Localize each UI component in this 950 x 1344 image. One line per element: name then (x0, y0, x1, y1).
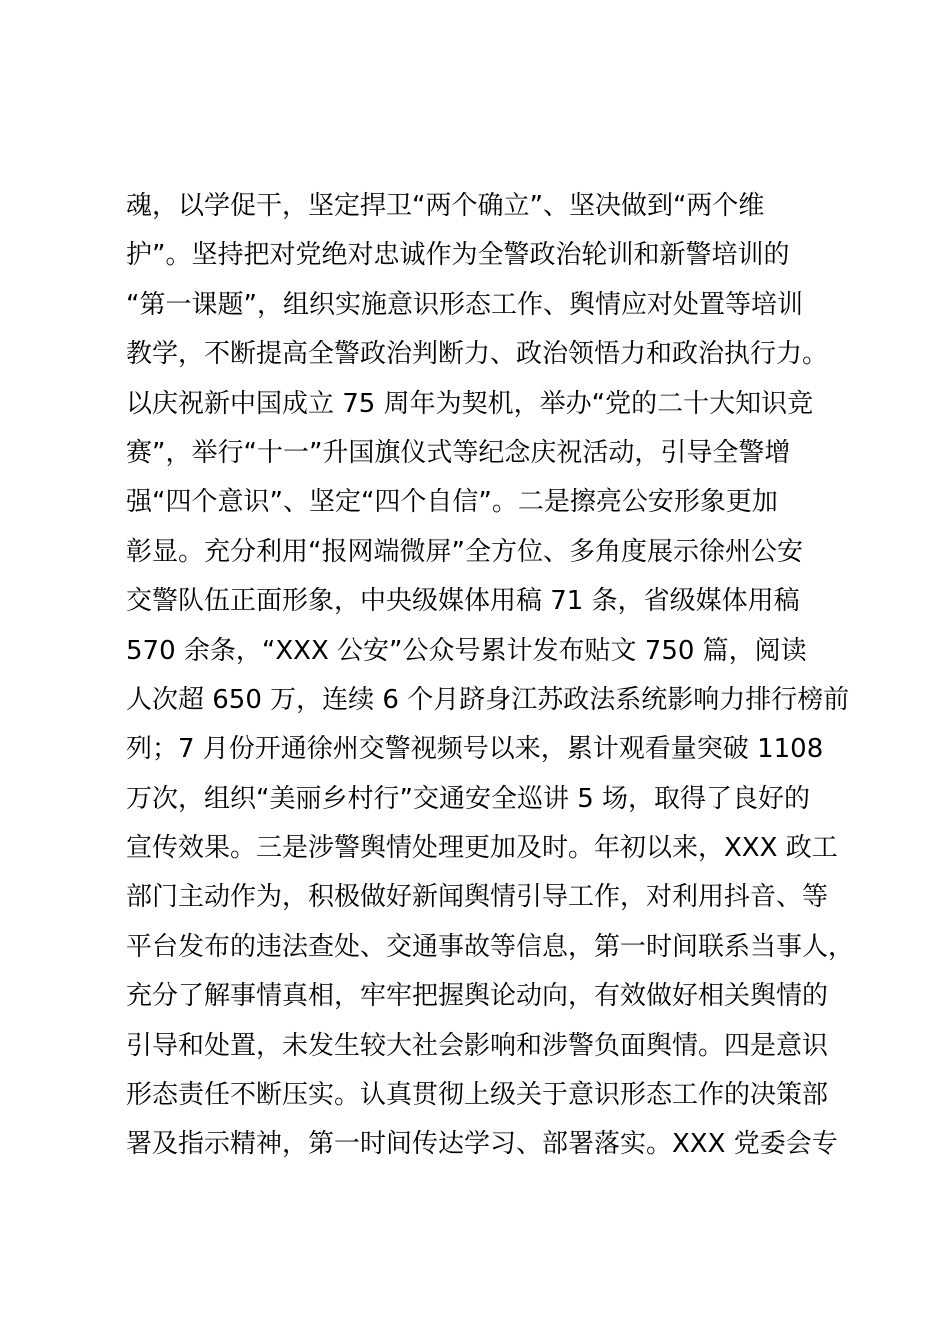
text-line: 引导和处置，未发生较大社会影响和涉警负面舆情。四是意识 (126, 1030, 829, 1061)
text-line: 彰显。充分利用“报网端微屏”全方位、多角度展示徐州公安 (126, 536, 803, 567)
body-text (126, 182, 866, 1170)
text-line: 充分了解事情真相，牢牢把握舆论动向，有效做好相关舆情的 (126, 981, 829, 1012)
text-line: 赛”，举行“十一”升国旗仪式等纪念庆祝活动，引导全警增 (126, 437, 791, 468)
text-line: 宣传效果。三是涉警舆情处理更加及时。年初以来，XXX 政工 (126, 833, 838, 864)
text-line: 教学，不断提高全警政治判断力、政治领悟力和政治执行力。 (126, 339, 829, 370)
text-line: 形态责任不断压实。认真贯彻上级关于意识形态工作的决策部 (126, 1080, 829, 1111)
text-line: 交警队伍正面形象，中央级媒体用稿 71 条，省级媒体用稿 (126, 586, 800, 617)
text-line: 魂，以学促干，坚定捍卫“两个确立”、坚决做到“两个维 (126, 191, 765, 221)
text-line: 人次超 650 万，连续 6 个月跻身江苏政法系统影响力排行榜前 (126, 684, 850, 715)
text-line: 以庆祝新中国成立 75 周年为契机，举办“党的二十大知识竞 (126, 388, 814, 419)
text-line: “第一课题”，组织实施意识形态工作、舆情应对处置等培训 (126, 289, 803, 320)
text-line: 部门主动作为，积极做好新闻舆情引导工作，对利用抖音、等 (126, 882, 829, 913)
text-line: 护”。坚持把对党绝对忠诚作为全警政治轮训和新警培训的 (126, 240, 790, 271)
text-line: 列；7 月份开通徐州交警视频号以来，累计观看量突破 1108 (126, 734, 824, 765)
text-line: 平台发布的违法查处、交通事故等信息，第一时间联系当事人， (126, 931, 855, 962)
text-line: 万次，组织“美丽乡村行”交通安全巡讲 5 场，取得了良好的 (126, 783, 811, 814)
text-line: 570 余条，“XXX 公安”公众号累计发布贴文 750 篇，阅读 (126, 635, 807, 666)
text-line: 强“四个意识”、坚定“四个自信”。二是擦亮公安形象更加 (126, 487, 778, 518)
text-line: 署及指示精神，第一时间传达学习、部署落实。XXX 党委会专 (126, 1129, 838, 1160)
